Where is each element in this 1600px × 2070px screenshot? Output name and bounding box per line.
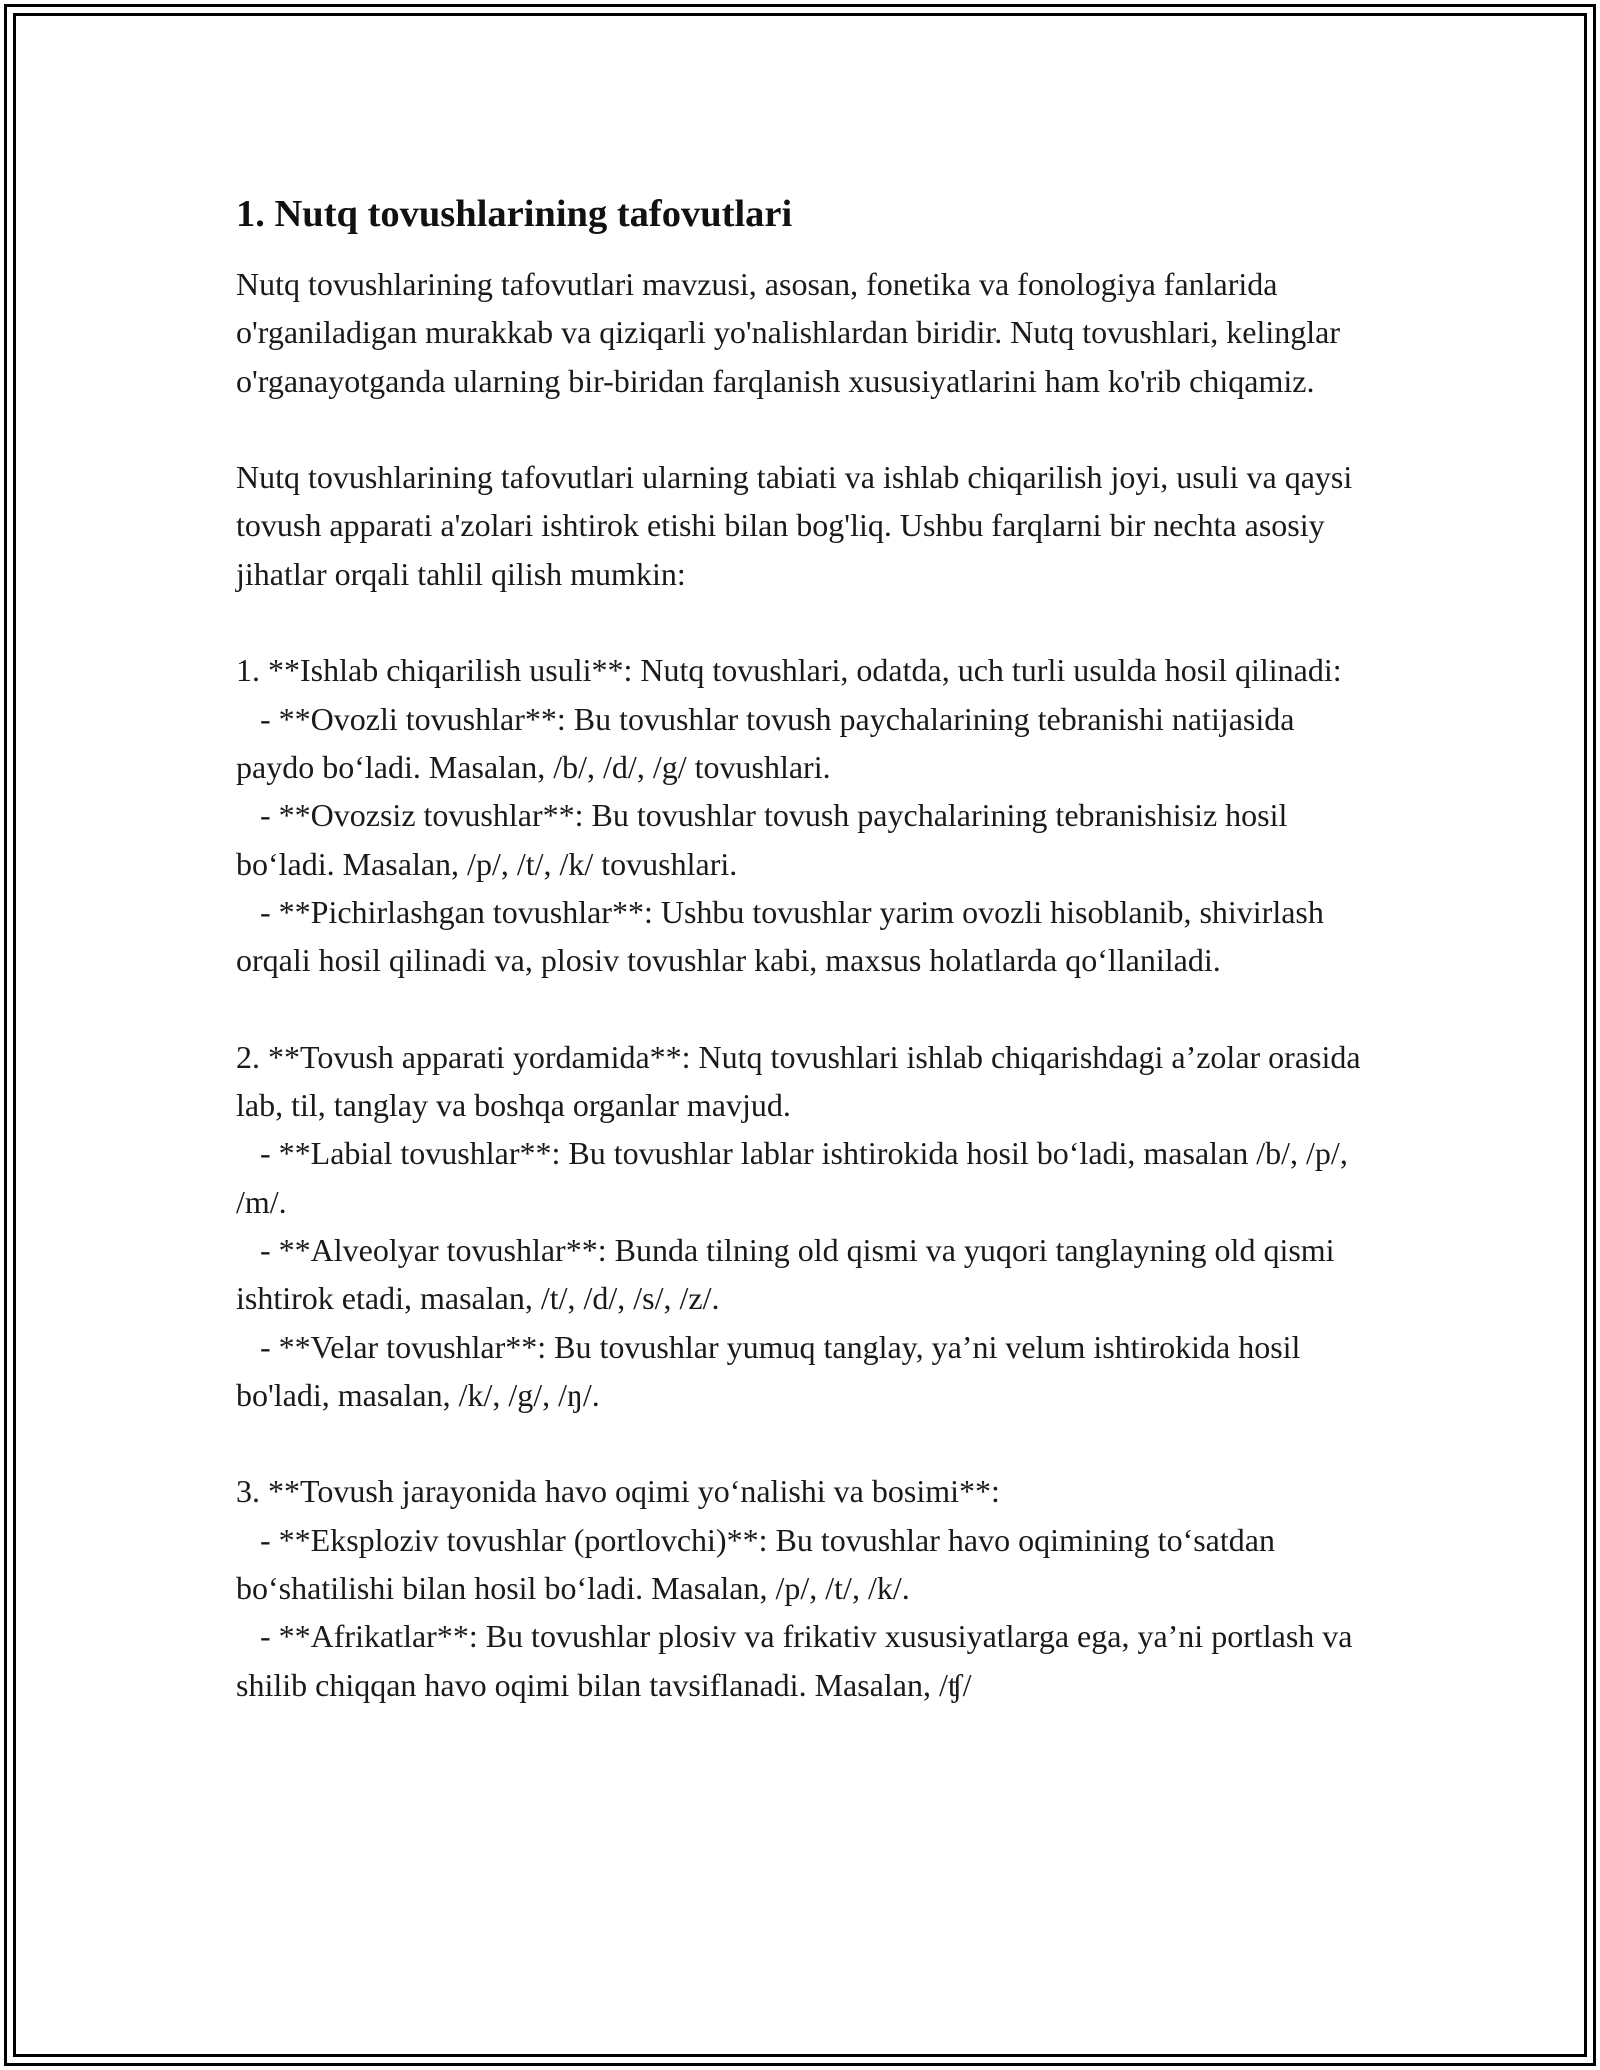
section-heading: 1. Nutq tovushlarining tafovutlari — [236, 193, 793, 235]
paragraph-spacer — [236, 1419, 1376, 1467]
list-section-articulators: 2. **Tovush apparati yordamida**: Nutq tovushlari ishlab chiqarishdagi a’zolar orasida lab, til, tanglay va boshqa organlar mavjud. - **Labial tovushlar**: Bu tovushlar lablar ishtirokida hosil bo‘ladi, masalan /b/, /p/, /m/. - **Alveolyar tovushlar**: Bunda tilning old qismi va yuqori tanglayning old qismi ishtirok etadi, masalan, /t/, /d/, /s/, /z/. - **Velar tovushlar**: Bu tovushlar yumuq tanglay, ya’ni velum ishtirokida hosil bo'ladi, masalan, /k/, /g/, /ŋ/. — [236, 1038, 1361, 1413]
paragraph-spacer — [236, 405, 1376, 453]
paragraph-spacer — [236, 598, 1376, 646]
differences-paragraph: Nutq tovushlarining tafovutlari ularning tabiati va ishlab chiqarilish joyi, usuli va qaysi tovush apparati a'zolari ishtirok etishi bilan bog'liq. Ushbu farqlarni bir nechta asosiy jihatlar orqali tahlil qilish mumkin: — [236, 459, 1361, 592]
list-section-airflow: 3. **Tovush jarayonida havo oqimi yo‘nalishi va bosimi**: - **Eksploziv tovushlar (portlovchi)**: Bu tovushlar havo oqimining to‘satdan bo‘shatilishi bilan hosil bo‘ladi. Masalan, /p/, /t/, /k/. - **Afrikatlar**: Bu tovushlar plosiv va frikativ xususiyatlarga ega, ya’ni portlash va shilib chiqqan havo oqimi bilan tavsiflanadi. Masalan, /ʧ/ — [236, 1473, 1353, 1703]
document-body — [236, 186, 1376, 1709]
intro-paragraph: Nutq tovushlarining tafovutlari mavzusi, asosan, fonetika va fonologiya fanlarida o'rganiladigan murakkab va qiziqarli yo'nalishlardan biridir. Nutq tovushlari, kelinglar o'rganayotganda ularning bir-biridan farqlanish xususiyatlarini ham ko'rib chiqamiz. — [236, 266, 1348, 399]
list-section-production-method: 1. **Ishlab chiqarilish usuli**: Nutq tovushlari, odatda, uch turli usulda hosil qilinadi: - **Ovozli tovushlar**: Bu tovushlar tovush paychalarining tebranishi natijasida paydo bo‘ladi. Masalan, /b/, /d/, /g/ tovushlari. - **Ovozsiz tovushlar**: Bu tovushlar tovush paychalarining tebranishisiz hosil bo‘ladi. Masalan, /p/, /t/, /k/ tovushlari. - **Pichirlashgan tovushlar**: Ushbu tovushlar yarim ovozli hisoblanib, shivirlash orqali hosil qilinadi va, plosiv tovushlar kabi, maxsus holatlarda qo‘llaniladi. — [236, 652, 1342, 979]
paragraph-spacer — [236, 984, 1376, 1032]
